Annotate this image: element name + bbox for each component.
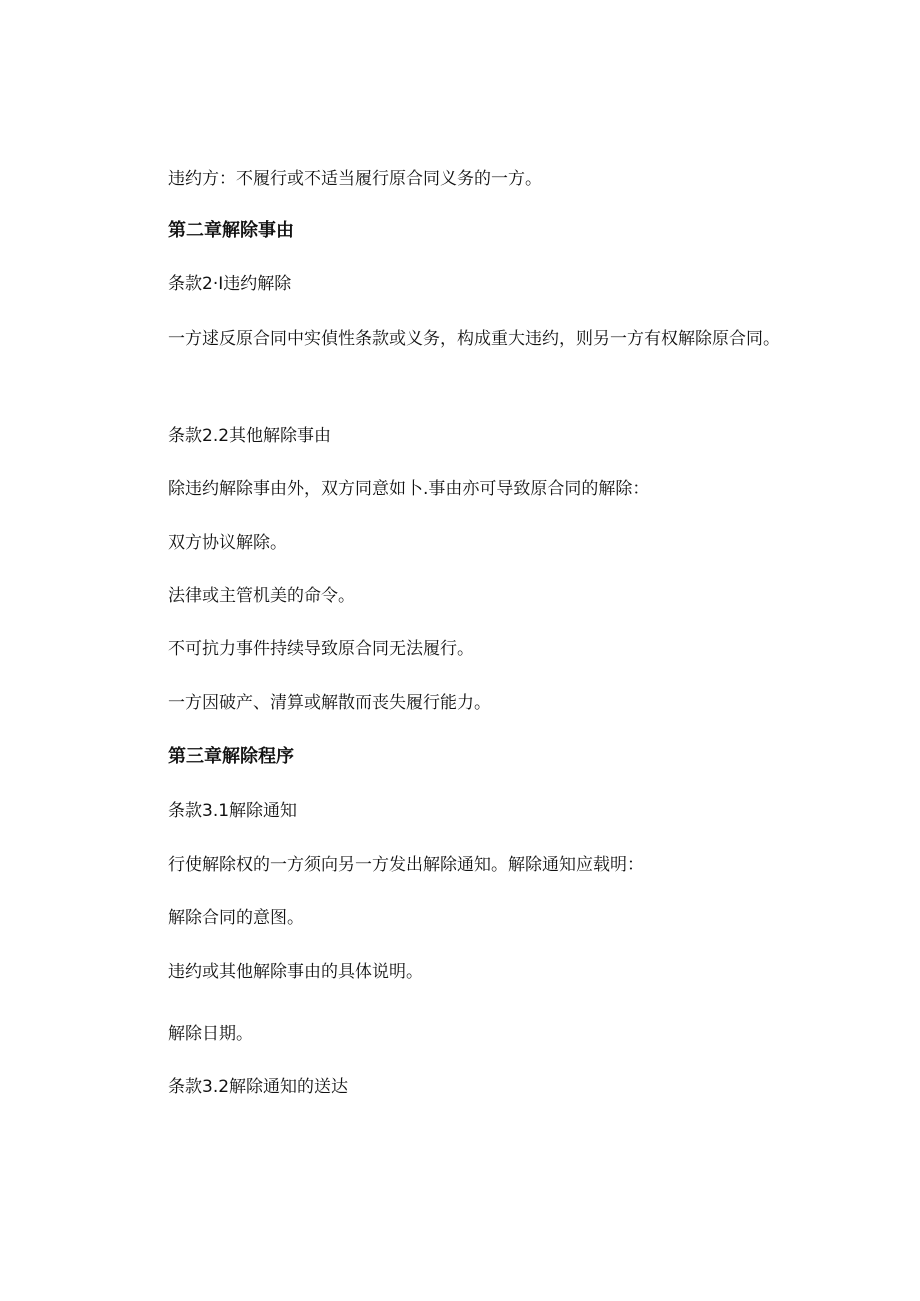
definition-breaching-party: 违约方：不履行或不适当履行原合同义务的一方。 (168, 169, 542, 189)
chapter-3-heading: 第三章解除程序 (168, 746, 294, 767)
list-item: 违约或其他解除事由的具体说明。 (168, 962, 423, 982)
clause-2-1-title: 条款2·I违约解除 (168, 274, 292, 294)
clause-2-2-body: 除违约解除事由外，双方同意如卜.事由亦可导致原合同的解除： (168, 479, 650, 499)
clause-3-1-body: 行使解除权的一方须向另一方发出解除通知。解除通知应载明： (168, 855, 644, 875)
chapter-2-heading: 第二章解除事由 (168, 220, 294, 241)
clause-2-1-body: 一方逑反原合同中实偵性条款或义务，构成重大违约，则另一方有权解除原合同。 (168, 329, 780, 349)
clause-3-2-title: 条款3.2解除通知的送达 (168, 1077, 349, 1097)
list-item: 双方协议解除。 (168, 533, 287, 553)
list-item: 解除日期。 (168, 1024, 253, 1044)
list-item: 一方因破产、清算或解散而丧失履行能力。 (168, 693, 491, 713)
clause-3-1-title: 条款3.1解除通知 (168, 801, 298, 821)
list-item: 不可抗力事件持续导致原合同无法履行。 (168, 639, 474, 659)
clause-2-2-title: 条款2.2其他解除事由 (168, 426, 332, 446)
list-item: 解除合同的意图。 (168, 908, 304, 928)
list-item: 法律或主管机美的命令。 (168, 586, 355, 606)
